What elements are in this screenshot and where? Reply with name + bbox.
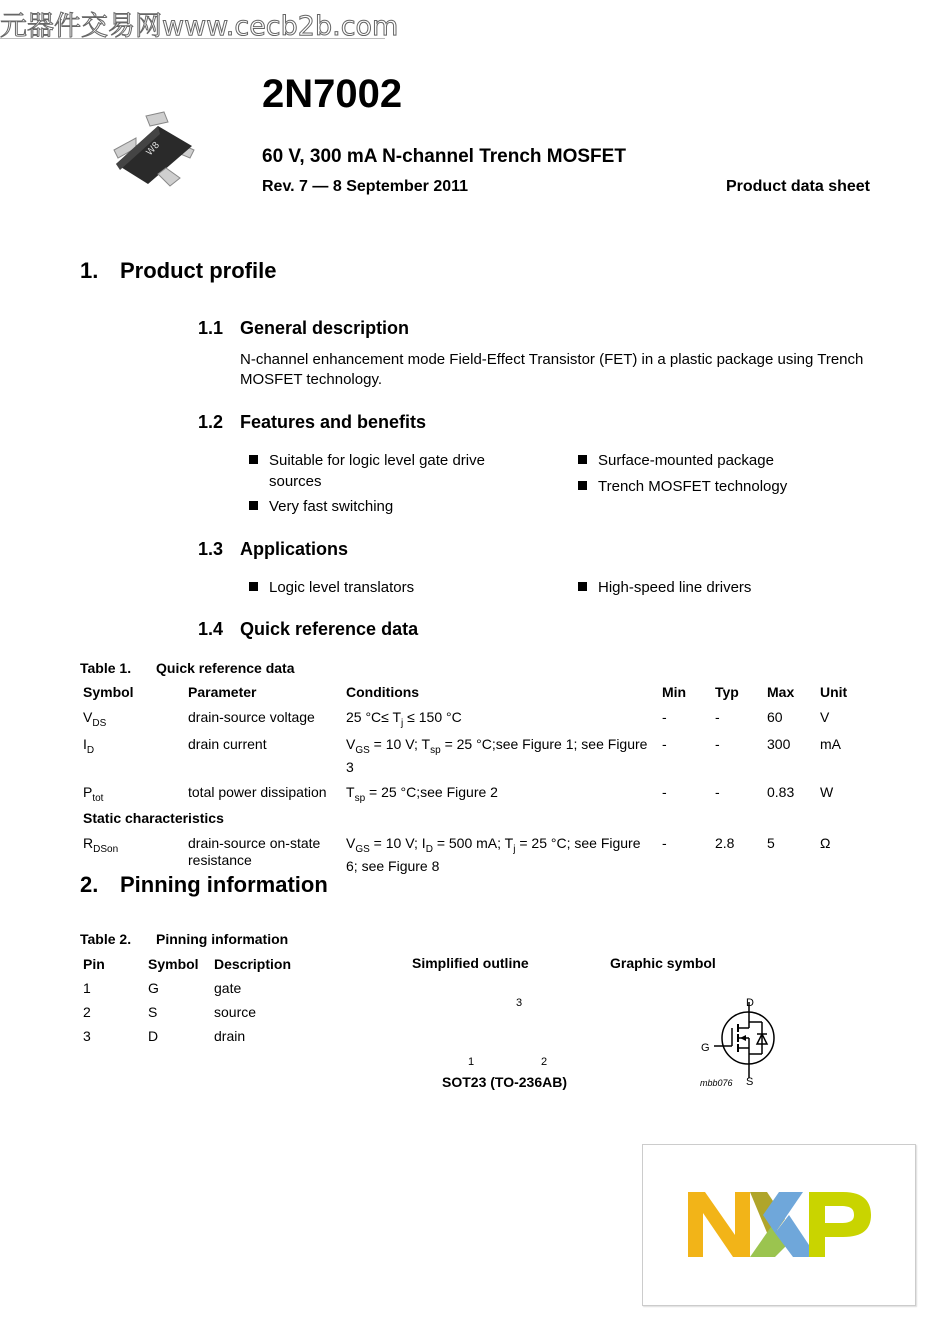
section-1-2-heading: 1.2 Features and benefits	[198, 412, 427, 432]
typ-cell: 2.8	[715, 835, 735, 852]
parameter-cell: drain-source voltage	[188, 709, 315, 725]
table-header-row	[80, 682, 870, 707]
outline-pin-3-label: 3	[516, 997, 523, 1009]
col-header: Min	[662, 684, 687, 700]
min-cell: -	[662, 783, 667, 800]
symbol-gate-label: G	[701, 1042, 710, 1054]
min-cell: -	[662, 735, 667, 752]
symbol-source-label: S	[746, 1076, 754, 1088]
section-1-1-heading: 1.1 General description	[198, 318, 410, 338]
section-1-4-heading: 1.4 Quick reference data	[198, 619, 419, 639]
typ-cell: -	[715, 783, 720, 800]
min-cell: -	[662, 709, 667, 725]
watermark-text: 元器件交易网www.cecb2b.com	[0, 11, 399, 42]
table-row	[80, 1000, 331, 1024]
max-cell: 300	[767, 735, 791, 752]
section-1-heading: 1. Product profile	[80, 258, 277, 283]
symbol-cell: $I_D$	[83, 735, 95, 756]
table-row	[80, 1024, 331, 1048]
col-header: Conditions	[346, 684, 420, 700]
simplified-outline-header: Simplified outline	[412, 955, 529, 971]
pin-cell: 2	[83, 1004, 91, 1020]
conditions-cell: $V_{GS} = 10$ V; $I_D = 500$ mA; $T_j = 25$ °C; see Figure 6; see Figure 8	[346, 835, 641, 875]
package-outline-label: SOT23 (TO-236AB)	[442, 1074, 567, 1090]
section-2-heading: 2. Pinning information	[80, 872, 328, 897]
pin-cell: 1	[83, 980, 91, 996]
symbol-cell: $V_{DS}$	[83, 709, 107, 729]
document-subtitle: 60 V, 300 mA N-channel Trench MOSFET	[262, 146, 626, 167]
description-cell: drain	[214, 1028, 246, 1044]
description-cell: source	[214, 1004, 257, 1020]
svg-text:W8: W8	[144, 140, 163, 159]
parameter-cell: drain current	[188, 735, 267, 752]
symbol-cell: $P_{tot}$	[83, 783, 104, 804]
unit-cell: V	[820, 709, 830, 725]
document-type: Product data sheet	[725, 178, 870, 195]
symbol-code-label: mbb076	[700, 1078, 733, 1088]
symbol-cell: D	[148, 1028, 159, 1044]
table-2-caption: Table 2. Pinning information	[80, 931, 289, 947]
static-characteristics-label: Static characteristics	[83, 810, 224, 827]
col-header: Pin	[83, 956, 105, 972]
conditions-cell: $V_{GS} = 10$ V; $T_{sp} = 25$ °C;see Figure 1; see Figure 3	[346, 735, 648, 775]
quick-reference-table	[80, 682, 870, 877]
table-row	[80, 734, 870, 778]
unit-cell: Ω	[820, 835, 831, 852]
table-subheader-row	[80, 808, 870, 833]
col-header: Parameter	[188, 684, 257, 700]
section-1-3-heading: 1.3 Applications	[198, 539, 349, 559]
symbol-cell: S	[148, 1004, 158, 1020]
nxp-logo-box	[642, 1144, 916, 1306]
general-description-text: N-channel enhancement mode Field-Effect Transistor (FET) in a plastic package using Trench MOSFET technology.	[240, 351, 864, 388]
parameter-cell: drain-source on-state resistance	[188, 835, 321, 869]
package-photo	[106, 108, 206, 188]
col-header: Unit	[820, 684, 848, 700]
symbol-cell: $R_{DSon}$	[83, 835, 119, 856]
table-1-caption: Table 1. Quick reference data	[80, 660, 295, 676]
symbol-drain-label: D	[746, 997, 754, 1009]
description-cell: gate	[214, 980, 242, 996]
col-header: Max	[767, 684, 795, 700]
feature-item: Suitable for logic level gate drive sources	[249, 450, 529, 492]
max-cell: 5	[767, 835, 775, 852]
watermark-underline	[0, 38, 385, 39]
col-header: Symbol	[83, 684, 134, 700]
table-row	[80, 833, 870, 877]
symbol-cell: G	[148, 980, 159, 996]
table-row	[80, 707, 870, 734]
pinning-table	[80, 952, 331, 1048]
application-item: Logic level translators	[249, 577, 529, 598]
parameter-cell: total power dissipation	[188, 783, 327, 800]
col-header: Typ	[715, 684, 739, 700]
graphic-symbol-header: Graphic symbol	[610, 955, 716, 971]
col-header: Description	[214, 956, 292, 972]
min-cell: -	[662, 835, 667, 852]
typ-cell: -	[715, 735, 720, 752]
max-cell: 0.83	[767, 783, 795, 800]
mosfet-symbol-icon	[700, 998, 790, 1088]
unit-cell: W	[820, 783, 834, 800]
pin-cell: 3	[83, 1028, 91, 1044]
document-title: 2N7002	[262, 72, 403, 116]
outline-pin-1-label: 1	[468, 1056, 475, 1068]
feature-item: Surface-mounted package	[578, 450, 878, 471]
application-item: High-speed line drivers	[578, 577, 878, 598]
conditions-cell: 25 $^\circ C\le T_j \le 150$ °C	[346, 709, 462, 729]
nxp-logo	[643, 1145, 915, 1305]
max-cell: 60	[767, 709, 783, 725]
feature-item: Trench MOSFET technology	[578, 476, 878, 497]
typ-cell: -	[715, 709, 720, 725]
feature-item: Very fast switching	[249, 496, 529, 517]
table-row	[80, 976, 331, 1000]
unit-cell: mA	[820, 735, 841, 752]
revision-date: Rev. 7 — 8 September 2011	[262, 178, 469, 195]
outline-pin-2-label: 2	[541, 1056, 548, 1068]
conditions-cell: $T_{sp} = 25$ °C;see Figure 2	[346, 783, 498, 804]
table-header-row	[80, 952, 331, 976]
table-row	[80, 778, 870, 809]
col-header: Symbol	[148, 956, 199, 972]
